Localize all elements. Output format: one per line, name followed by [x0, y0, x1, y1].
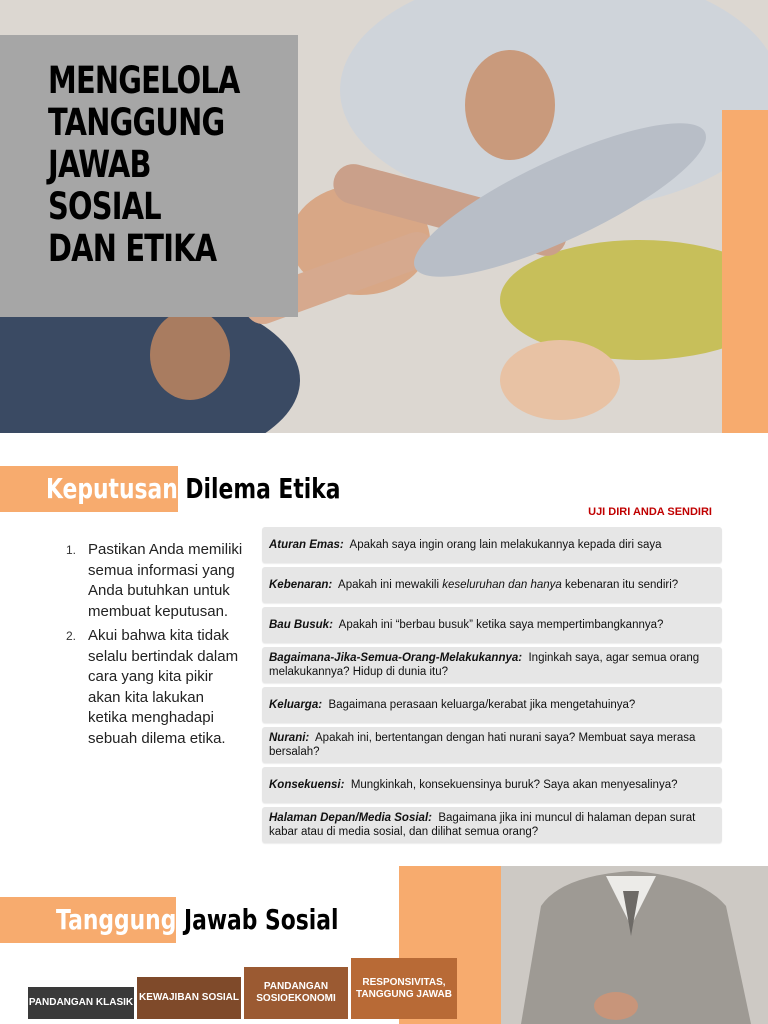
- test-text: Inginkah saya, agar semua orang melakukannya? Hidup di dunia itu?: [269, 652, 700, 678]
- view-responsivitas: RESPONSIVITAS, TANGGUNG JAWAB: [351, 958, 457, 1019]
- test-text: Bagaimana jika ini muncul di halaman depan surat kabar atau di media sosial, dan dilihat semua orang?: [269, 812, 696, 838]
- test-text: Mungkinkah, konsekuensinya buruk? Saya akan menyesalinya?: [350, 779, 678, 791]
- decision-steps-list: [66, 540, 246, 753]
- test-text: Apakah ini, bertentangan dengan hati nurani saya? Membuat saya merasa bersalah?: [269, 732, 696, 758]
- test-text: kebenaran itu sendiri?: [561, 579, 679, 591]
- section-title-rest: Jawab Sosial: [183, 903, 339, 936]
- view-klasik: PANDANGAN KLASIK: [28, 987, 134, 1019]
- list-text: Pastikan Anda memiliki semua informasi yang Anda butuhkan untuk membuat keputusan.: [88, 541, 243, 620]
- businessman-illustration: [501, 866, 768, 1024]
- test-label: Bagaimana-Jika-Semua-Orang-Melakukannya:: [269, 652, 523, 664]
- test-label: Kebenaran:: [269, 579, 333, 591]
- test-label: Konsekuensi:: [269, 779, 345, 791]
- list-item: [66, 626, 246, 749]
- list-number: 1.: [66, 543, 77, 557]
- test-media-sosial: [262, 807, 722, 843]
- test-nurani: [262, 727, 722, 763]
- list-item: [66, 540, 246, 622]
- view-kewajiban-sosial: KEWAJIBAN SOSIAL: [137, 977, 241, 1019]
- section-title-highlight: Keputusan: [46, 472, 178, 505]
- hero-photo: [0, 0, 768, 433]
- section-title-dilema-etika: [46, 472, 341, 505]
- list-number: 2.: [66, 629, 77, 643]
- test-label: Aturan Emas:: [269, 539, 344, 551]
- test-text-emphasis: keseluruhan dan hanya: [442, 579, 562, 591]
- test-aturan-emas: [262, 527, 722, 563]
- ethics-tests: [262, 527, 722, 847]
- accent-strip: [722, 110, 768, 433]
- test-bau-busuk: [262, 607, 722, 643]
- test-kebenaran: [262, 567, 722, 603]
- test-text: Bagaimana perasaan keluarga/kerabat jika mengetahuinya?: [328, 699, 636, 711]
- section-title-tanggung-jawab: [56, 903, 338, 936]
- test-label: Nurani:: [269, 732, 310, 744]
- view-sosioekonomi: PANDANGAN SOSIOEKONOMI: [244, 967, 348, 1019]
- list-text: Akui bahwa kita tidak selalu bertindak dalam cara yang kita pikir akan kita lakukan ketika menghadapi sebuah dilema etika.: [88, 627, 239, 747]
- test-label: Halaman Depan/Media Sosial:: [269, 812, 432, 824]
- test-semua-orang: [262, 647, 722, 683]
- test-label: Keluarga:: [269, 699, 323, 711]
- self-test-label: UJI DIRI ANDA SENDIRI: [588, 506, 712, 518]
- test-konsekuensi: [262, 767, 722, 803]
- section-title-highlight: Tanggung: [56, 903, 177, 936]
- test-keluarga: [262, 687, 722, 723]
- page-title: MENGELOLA TANGGUNG JAWAB SOSIAL DAN ETIKA: [48, 59, 240, 270]
- test-text: Apakah ini mewakili: [338, 579, 443, 591]
- test-label: Bau Busuk:: [269, 619, 333, 631]
- section-title-rest: Dilema Etika: [185, 472, 341, 505]
- test-text: Apakah saya ingin orang lain melakukannya kepada diri saya: [349, 539, 662, 551]
- test-text: Apakah ini “berbau busuk” ketika saya mempertimbangkannya?: [338, 619, 664, 631]
- businessman-photo: [501, 866, 768, 1024]
